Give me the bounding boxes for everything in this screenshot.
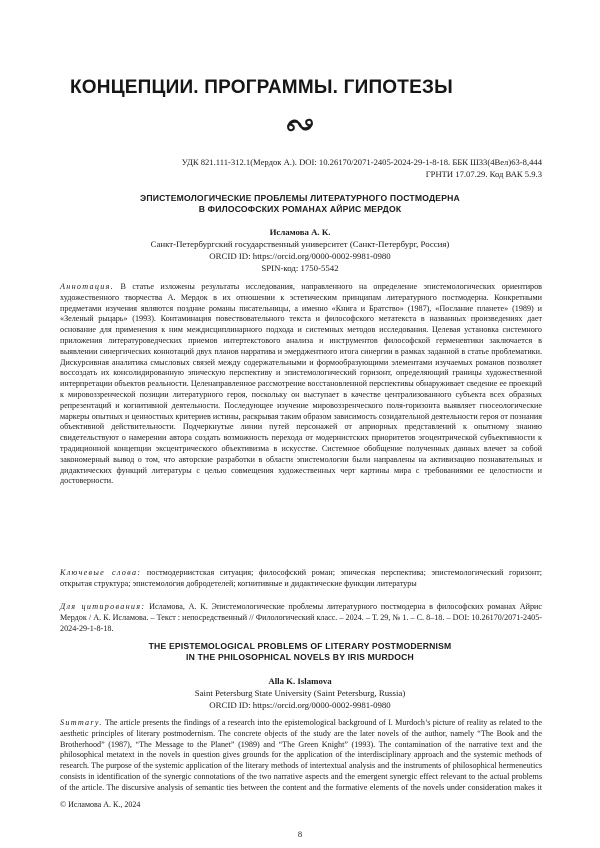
citation-label: Для цитирования: [60, 602, 146, 611]
annotation-ru [60, 282, 542, 487]
author-name-en: Alla K. Islamova [268, 676, 332, 686]
section-header: КОНЦЕПЦИИ. ПРОГРАММЫ. ГИПОТЕЗЫ [70, 77, 453, 98]
article-title-ru [70, 193, 530, 215]
affiliation-ru: Санкт-Петербургский государственный университет (Санкт-Петербург, Россия) [150, 239, 450, 249]
keywords-label: Ключевые слова: [60, 568, 142, 577]
title-ru-line-2: В ФИЛОСОФСКИХ РОМАНАХ АЙРИС МЕРДОК [198, 204, 402, 214]
article-title-en [70, 641, 530, 663]
summary-label: Summary. [60, 718, 103, 727]
summary-text: The article presents the findings of a research into the epistemological background of I. Murdoch’s picture of reality as related to the aesthetic principles of literary postmodernism. The concrete objects of the study are the later novels of the author, namely “The Book and the Brotherhood” (1987), “The Message to the Planet” (1989) and “The Green Knight” (1993). The contamination of the narrative text and the philosophical metatext in the novels in question gives grounds for the application of the interdisciplinary approach and the systemic methods of research. The purpose of the systemic application of the literary methods of intertextual analysis and the instruments of philosophical hermeneutics consists in identification of the synergic connotations of the two narrative aspects and the emergent synergic effect relevant to the actual problems of the article. The discursive analysis of semantic ties between the content and the formative elements of the novels under consideration makes it [60, 718, 542, 792]
orcid-en: ORCID ID: https://orcid.org/0000-0002-9981-0980 [209, 700, 391, 710]
title-en-line-2: IN THE PHILOSOPHICAL NOVELS BY IRIS MURDOCH [186, 652, 414, 662]
annotation-label: Аннотация. [60, 282, 115, 291]
keywords-text: постмодернистская ситуация; философский роман; эпическая перспектива; эпистемологический горизонт; открытая структура; эпистемология добродетелей; когнитивные и дидактические функции литературы [60, 568, 543, 588]
copyright-notice: © Исламова А. К., 2024 [60, 800, 141, 809]
title-ru-line-1: ЭПИСТЕМОЛОГИЧЕСКИЕ ПРОБЛЕМЫ ЛИТЕРАТУРНОГО ПОСТМОДЕРНА [140, 193, 460, 203]
page-number: 8 [297, 829, 303, 839]
udc-doi-line: УДК 821.111-312.1(Мердок А.). DOI: 10.26170/2071-2405-2024-29-1-8-18. ББК Ш33(4Вел)63-8,444 [181, 157, 542, 167]
keywords-ru [60, 568, 542, 590]
affiliation-en: Saint Petersburg State University (Saint Petersburg, Russia) [194, 688, 406, 698]
summary-en [60, 718, 542, 792]
fleuron-ornament-icon [285, 116, 315, 134]
annotation-text: В статье изложены результаты исследования, направленного на определение эпистемологических ориентиров художественного творчества А. Мердок в их отношении к эстетическим принципам литературного постмодерна. Конкретными предметами изучения являются поздние романы писательницы, а именно «Книга и Братство» (1987), «Послание планете» (1989) и «Зеленый рыцарь» (1993). Контаминация повествовательного текста и философского метатекста в названных произведениях дает основание для применения к ним междисциплинарного подхода и системных методов исследования. Целевая установка системного приложения литературоведческих приемов интертекстового анализа и инструментов философской герменевтики заключается в выявлении синергических коннотаций двух планов нарратива и эмерджентного итога синергии в рамках заданной в статье проблематики. Дискурсивная аналитика смысловых связей между содержательными и формообразующими элементами изучаемых романов позволяет воссоздать их консолидированную эпическую перспективу и эпистемологический горизонт, определяющий границы художественной интерпретации объектов реальности. Целенаправленное рассмотрение восстановленной перспективы обнаруживает сведение ее проекций к мировоззренческой позиции литературного героя, поскольку он выступает в качестве централизованного субъекта всех образных репрезентаций и когнитивной деятельности. Последующее изучение мировоззренческого поля-горизонта выявляет гносеологические маркеры опытных и ценностных критериев истины, раскрывая таким образом зависимость созидательной деятельности героя от познания объективной действительности. Подчеркнутые линии путей персонажей от априорных представлений к опытному знанию свидетельствуют о намерении автора создать возможность перехода от модернистских приоритетов эгоцентрической субъективности к традиционной концепции эксцентрического объективизма в искусстве. Системное обобщение полученных данных влечет за собой закономерный вывод о том, что авторские разработки в области эпистемологии были направлены на активизацию познавательных и дидактических функций литературы с целью совмещения художественных черт картины мира с требованиями ее целостности и достоверности. [60, 282, 542, 486]
grnti-vak-line: ГРНТИ 17.07.29. Код ВАК 5.9.3 [425, 169, 542, 179]
title-en-line-1: THE EPISTEMOLOGICAL PROBLEMS OF LITERARY POSTMODERNISM [148, 641, 452, 651]
citation-ru [60, 602, 542, 634]
spin-code: SPIN-код: 1750-5542 [261, 263, 339, 273]
orcid-ru: ORCID ID: https://orcid.org/0000-0002-9981-0980 [209, 251, 391, 261]
citation-text: Исламова, А. К. Эпистемологические проблемы литературного постмодерна в философских романах Айрис Мердок / А. К. Исламова. – Текст : непосредственный // Филологический класс. – 2024. – Т. 29, № 1. – С. 8–18. – DOI: 10.26170/2071-2405-2024-29-1-8-18. [60, 602, 542, 633]
author-name-ru: Исламова А. К. [269, 227, 331, 237]
